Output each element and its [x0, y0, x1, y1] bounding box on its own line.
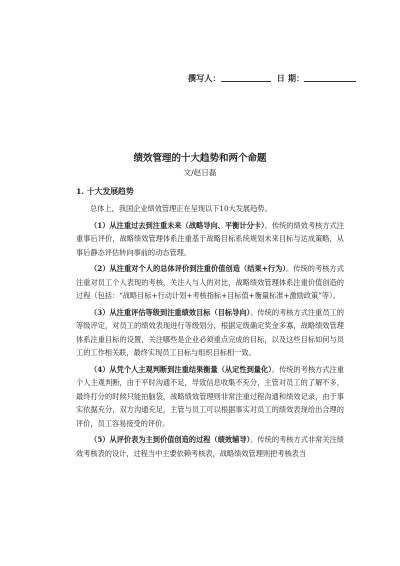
date-blank[interactable]: [304, 81, 356, 82]
trend-heading-2: （2）从注重对个人的总体评价到注重价值创造（结果+行为）: [90, 264, 287, 274]
section-heading: 1. 十大发展趋势: [76, 187, 134, 196]
document-title: 绩效管理的十大趋势和两个命题: [133, 153, 267, 164]
body-text: [76, 202, 344, 464]
trend-heading-1: （1）从注重过去到注重未来（战略导向、平衡计分卡）: [90, 220, 265, 230]
trend-paragraph-1: [76, 219, 344, 259]
date-label: 日 期：: [276, 73, 305, 83]
trend-paragraph-4: [76, 363, 344, 430]
author-byline: 文/赵日磊: [183, 168, 217, 177]
trend-heading-5: （5）从评价表为主到价值创造的过程（绩效辅导）: [90, 435, 251, 445]
trend-paragraph-2: [76, 262, 344, 302]
trend-text-1: 。传统的绩效考核方式注重事后评价，战略绩效管理体系注重基于战略目标系统规划未来目标与达成策略，从事后静态评估转向事前的动态管理。: [76, 220, 344, 257]
trend-text-3: 。传统的考核方式注重员工的等级评定，对员工的绩效表现进行等级划分，根据定级确定奖金多寡，战略绩效管理体系注重目标的设置，关注哪些是企业必须重点完成的目标，以及这些目标如何与员工的工作相关联，最终实现员工目标与组织目标相一致。: [76, 308, 344, 358]
trend-paragraph-5: [76, 433, 344, 460]
trend-paragraph-3: [76, 306, 344, 360]
trend-text-2: 。传统的考核方式注重对员工个人表现的考核，关注人与人的对比，战略绩效管理体系注重价值创造的过程（包括：“战略目标+行动计划+考核指标+目标值+衡量标准+激励政策”等）。: [76, 264, 344, 301]
author-blank[interactable]: [221, 81, 271, 82]
trend-text-4: 。传统的考核方式注重个人主观判断，由于平时沟通不足，导致信息收集不充分，主管对员工的了解不多，最终打分的时候只能拍脑袋，战略绩效管理则非常注重过程沟通和绩效记录，由于事实依据充分，双方沟通充足，主管与员工可以根据事实对员工的绩效表现给出合理的评价，员工容易接受的评价。: [76, 365, 344, 428]
trend-heading-3: （3）从注重评估等级到注重绩效目标（目标导向）: [90, 308, 251, 318]
header-line: [188, 73, 356, 84]
trend-heading-4: （4）从凭个人主观判断到注重结果衡量（从定性到量化）: [90, 365, 272, 375]
intro-paragraph: 总体上，我国企业绩效管理正在呈现以下10大发展趋势。: [90, 204, 272, 213]
author-label: 撰写人：: [188, 73, 221, 83]
trend-text-5: 。传统的考核方式非常关注绩效考核表的设计，过程当中主要依赖考核表，战略绩效管理则把考核表当: [76, 435, 344, 458]
